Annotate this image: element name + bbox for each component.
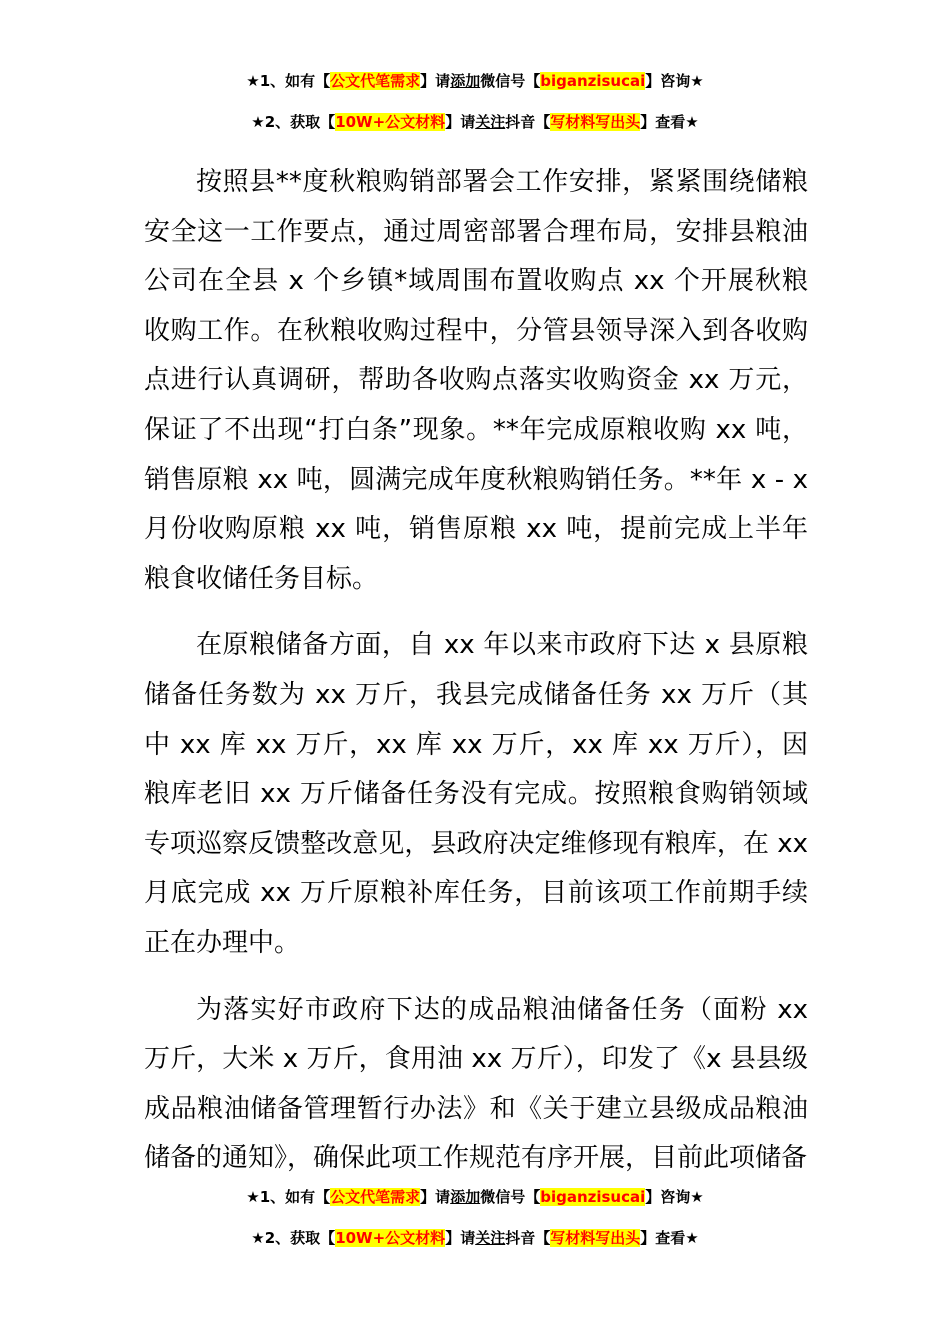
banner-text: 抖音【 bbox=[505, 1229, 551, 1247]
highlight-ghostwriting: 公文代笔需求 bbox=[330, 72, 421, 90]
footer-banner bbox=[0, 1186, 950, 1249]
banner-text: 】请 bbox=[420, 1188, 451, 1206]
banner-text: ★1、如有【 bbox=[246, 72, 331, 90]
banner-line-1 bbox=[0, 70, 950, 92]
banner-line-2 bbox=[0, 1227, 950, 1249]
banner-line-2 bbox=[0, 111, 950, 133]
banner-text: 】请 bbox=[420, 72, 451, 90]
paragraph: 在原粮储备方面，自 xx 年以来市政府下达 x 县原粮储备任务数为 xx 万斤，我县完成储备任务 xx 万斤（其中 xx 库 xx 万斤，xx 库 xx 万斤，xx 库 xx 万斤），因粮库老旧 xx 万斤储备任务没有完成。按照粮食购销领域专项巡察反馈整改意见，县政府决定维修现有粮库，在 xx 月底完成 xx 万斤原粮补库任务，目前该项工作前期手续正在办理中。 bbox=[144, 630, 808, 958]
banner-text: 】请 bbox=[445, 1229, 476, 1247]
paragraph: 为落实好市政府下达的成品粮油储备任务（面粉 xx 万斤，大米 x 万斤，食用油 xx 万斤），印发了《x 县县级成品粮油储备管理暂行办法》和《关于建立县级成品粮油储备的通知》，确保此项工作规范有序开展，目前此项储备 bbox=[144, 994, 808, 1174]
banner-text: 】咨询★ bbox=[645, 1188, 704, 1206]
highlight-wechat-id: biganzisucai bbox=[540, 72, 646, 90]
banner-text: 】查看★ bbox=[640, 113, 699, 131]
highlight-douyin: 写材料写出头 bbox=[550, 113, 641, 131]
banner-line-1 bbox=[0, 1186, 950, 1208]
header-banner bbox=[0, 70, 950, 133]
highlight-wechat-id: biganzisucai bbox=[540, 1188, 646, 1206]
banner-emphasis: 关注 bbox=[475, 113, 506, 131]
banner-text: ★2、获取【 bbox=[251, 1229, 336, 1247]
banner-emphasis: 添加 bbox=[450, 72, 481, 90]
banner-emphasis: 关注 bbox=[475, 1229, 506, 1247]
highlight-materials: 10W+公文材料 bbox=[335, 1229, 446, 1247]
banner-text: 微信号【 bbox=[480, 1188, 541, 1206]
banner-text: 】咨询★ bbox=[645, 72, 704, 90]
banner-text: 微信号【 bbox=[480, 72, 541, 90]
banner-text: ★1、如有【 bbox=[246, 1188, 331, 1206]
banner-text: 】查看★ bbox=[640, 1229, 699, 1247]
highlight-materials: 10W+公文材料 bbox=[335, 113, 446, 131]
highlight-ghostwriting: 公文代笔需求 bbox=[330, 1188, 421, 1206]
highlight-douyin: 写材料写出头 bbox=[550, 1229, 641, 1247]
paragraph: 按照县**度秋粮购销部署会工作安排，紧紧围绕储粮安全这一工作要点，通过周密部署合理布局，安排县粮油公司在全县 x 个乡镇*域周围布置收购点 xx 个开展秋粮收购工作。在秋粮收购过程中，分管县领导深入到各收购点进行认真调研，帮助各收购点落实收购资金 xx 万元，保证了不出现“打白条”现象。**年完成原粮收购 xx 吨，销售原粮 xx 吨，圆满完成年度秋粮购销任务。**年 x - x 月份收购原粮 xx 吨，销售原粮 xx 吨，提前完成上半年粮食收储任务目标。 bbox=[144, 167, 808, 594]
banner-emphasis: 添加 bbox=[450, 1188, 481, 1206]
banner-text: 】请 bbox=[445, 113, 476, 131]
banner-text: ★2、获取【 bbox=[251, 113, 336, 131]
banner-text: 抖音【 bbox=[505, 113, 551, 131]
document-body bbox=[144, 158, 808, 1201]
